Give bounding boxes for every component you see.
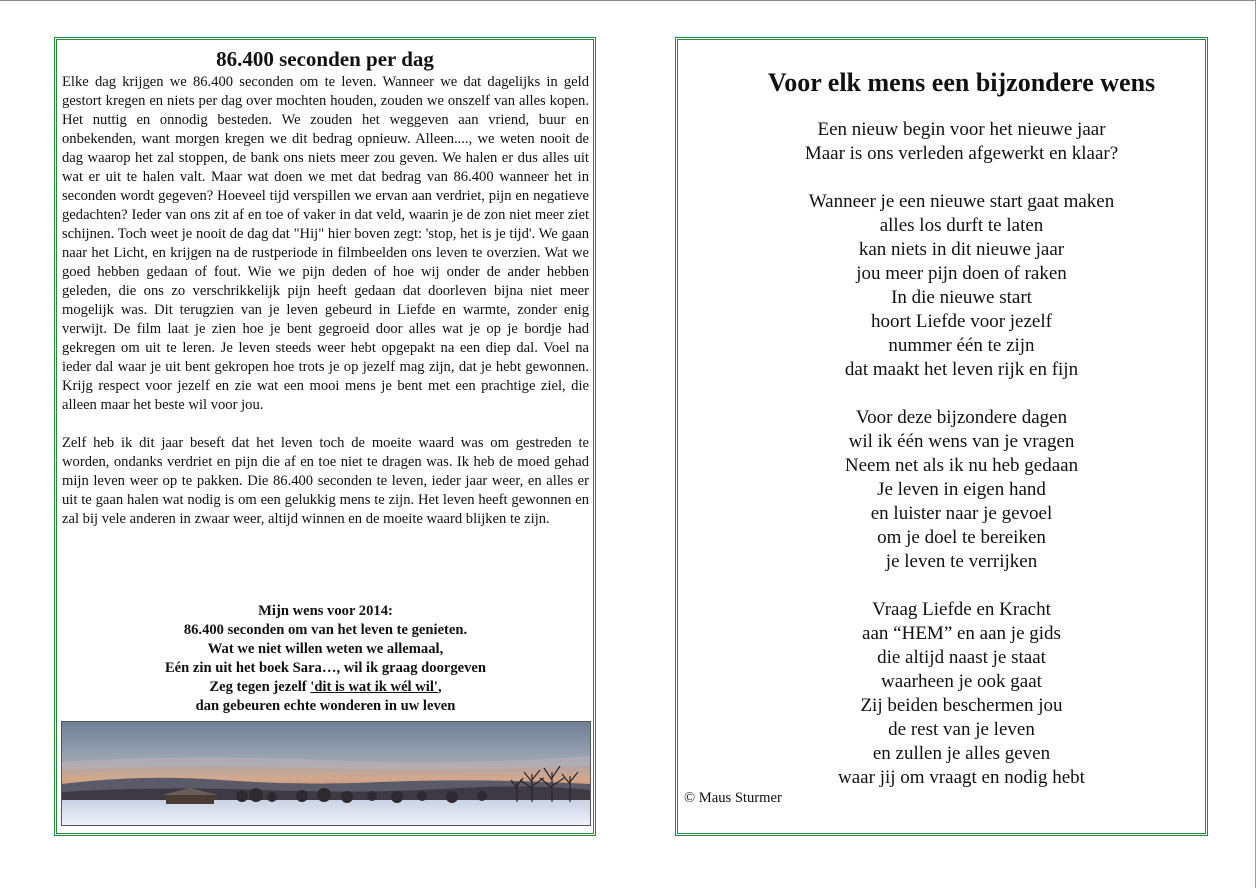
wish-quote-underlined: 'dit is wat ik wél wil' — [310, 679, 438, 695]
left-page-body — [62, 73, 589, 529]
landscape-illustration — [62, 722, 590, 825]
wish-line: Wat we niet willen weten we allemaal, — [207, 641, 444, 657]
poem-line: en zullen je alles geven — [872, 743, 1051, 764]
left-page — [54, 37, 596, 836]
wish-block — [62, 602, 589, 716]
right-page — [675, 37, 1208, 836]
copyright-notice: © Maus Sturmer — [684, 790, 782, 806]
poem-stanza-2 — [718, 190, 1205, 382]
poem-line: Een nieuw begin voor het nieuwe jaar — [817, 119, 1106, 140]
wish-line: dan gebeuren echte wonderen in uw leven — [195, 698, 456, 714]
body-paragraph-2: Zelf heb ik dit jaar beseft dat het leven toch de moeite waard was om gestreden te worden, ondanks verdriet en pijn die af en toe niet te dragen was. Ik heb de moed gehad mijn leven weer op te pakken. Die 86.400 seconden te leven, ieder jaar weer, en alles er uit te gaan halen wat nodig is om een gelukkig mens te zijn. Het leven heeft gewonnen en zal bij vele anderen in zwaar weer, altijd winnen en de moeite waard blijken te zijn. — [62, 435, 589, 527]
poem-stanza-1 — [718, 118, 1205, 166]
wish-line: 86.400 seconden om van het leven te genieten. — [183, 622, 468, 638]
poem-line: Voor deze bijzondere dagen — [855, 407, 1068, 428]
poem-line: Vraag Liefde en Kracht — [872, 599, 1051, 620]
poem — [678, 118, 1205, 790]
poem-line: waarheen je ook gaat — [881, 671, 1042, 692]
poem-line: die altijd naast je staat — [877, 647, 1046, 668]
poem-line: Je leven in eigen hand — [877, 479, 1046, 500]
right-page-title: Voor elk mens een bijzondere wens — [767, 68, 1156, 97]
poem-line: en luister naar je gevoel — [870, 503, 1053, 524]
poem-stanza-4 — [718, 598, 1205, 790]
poem-line: Wanneer je een nieuwe start gaat maken — [808, 191, 1115, 212]
left-page-title: 86.400 seconden per dag — [216, 47, 434, 71]
winter-landscape-photo — [61, 721, 591, 826]
wish-line: Eén zin uit het boek Sara…, wil ik graag doorgeven — [164, 660, 487, 676]
poem-line: om je doel te bereiken — [877, 527, 1046, 548]
wish-quote-prefix: Zeg tegen jezelf — [209, 679, 311, 695]
poem-line: In die nieuwe start — [891, 287, 1032, 308]
body-paragraph-1: Elke dag krijgen we 86.400 seconden om te leven. Wanneer we dat dagelijks in geld gestort kregen en niets per dag over mochten houden, zouden we onszelf van alles kopen. Het nuttig en onnodig besteden. We zouden het weggeven aan vriend, buur en onbekenden, want morgen kregen we dit bedrag opnieuw. Alleen...., we weten nooit de dag waarop het zal stoppen, de bank ons niets meer zou geven. We halen er dus alles uit wat er uit te halen valt. Maar wat doen we met dat bedrag van 86.400 wanneer het in seconden wordt gegeven? Hoeveel tijd verspillen we ervan aan verdriet, pijn en negatieve gedachten? Ieder van ons zit af en toe of vaker in dat veld, waarin je de zon niet meer ziet schijnen. Toch weet je nooit de dag dat "Hij" hier boven zegt: 'stop, het is je tijd'. We gaan naar het Licht, en krijgen na de rustperiode in filmbeelden ons leven te overzien. Wat we goed hebben gedaan of fout. Wie we pijn deden of hoe wij onder de ander hebben geleden, die ons zo verschrikkelijk pijn heeft gedaan dat doorleven bijna niet meer mogelijk was. Dit terugzien van je leven gebeurd in Liefde en warmte, zonder enig verwijt. De film laat je zien hoe je bent gegroeid door alles wat je op je bordje had gekregen om uit te leren. Je leven steeds weer hebt opgepakt na een diep dal. Voel na ieder dal waar je uit bent gekropen hoe trots je op jezelf mag zijn, dat je hebt gewonnen. Krijg respect voor jezelf en zie wat een mooi mens je bent met een prachtige ziel, die alleen maar het beste wil voor jou. — [62, 74, 589, 413]
poem-line: jou meer pijn doen of raken — [856, 263, 1067, 284]
wish-heading: Mijn wens voor 2014: — [258, 603, 393, 619]
wish-line-quote — [62, 678, 589, 697]
poem-line: waar jij om vraagt en nodig hebt — [838, 767, 1085, 788]
top-edge-line — [0, 0, 1256, 1]
poem-line: aan “HEM” en aan je gids — [862, 623, 1061, 644]
poem-line: nummer één te zijn — [888, 335, 1035, 356]
poem-line: Zij beiden beschermen jou — [860, 695, 1063, 716]
poem-line: hoort Liefde voor jezelf — [871, 311, 1052, 332]
poem-line: je leven te verrijken — [885, 551, 1038, 572]
poem-line: Neem net als ik nu heb gedaan — [844, 455, 1079, 476]
poem-stanza-3 — [718, 406, 1205, 574]
poem-line: kan niets in dit nieuwe jaar — [858, 239, 1065, 260]
poem-line: Maar is ons verleden afgewerkt en klaar? — [804, 143, 1119, 164]
poem-line: dat maakt het leven rijk en fijn — [844, 359, 1079, 380]
poem-line: alles los durft te laten — [879, 215, 1044, 236]
wish-quote-suffix: , — [437, 679, 442, 695]
poem-line: de rest van je leven — [888, 719, 1035, 740]
poem-line: wil ik één wens van je vragen — [848, 431, 1075, 452]
